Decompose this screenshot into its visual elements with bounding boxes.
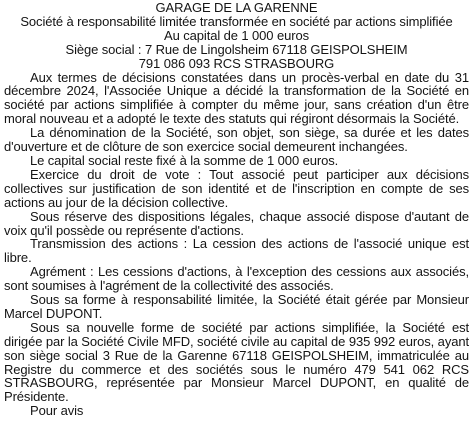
company-name: GARAGE DE LA GARENNE: [155, 0, 318, 15]
closing-line: Pour avis: [30, 403, 84, 419]
paragraph-approval: Agrément : Les cessions d'actions, à l'exception des cessions aux associés, sont soumises à l'agrément de la collectivité des associés.: [4, 264, 469, 294]
notice-header: [4, 1, 469, 71]
paragraph-share-transfer: Transmission des actions : La cession des actions de l'associé unique est libre.: [4, 236, 469, 266]
paragraph-transformation-decision: Aux termes de décisions constatées dans un procès-verbal en date du 31 décembre 2024, l'Associée Unique a décidé la transformation de la Société en société par actions simplifiée à compter du même jour, sans création d'un être moral nouveau et a adopté le texte des statuts qui régiront désormais la Société.: [4, 69, 469, 127]
company-capital: Au capital de 1 000 euros: [164, 27, 309, 43]
paragraph-votes-per-share: Sous réserve des dispositions légales, chaque associé dispose d'autant de voix qu'il possède ou représente d'actions.: [4, 208, 469, 238]
paragraph-share-capital: Le capital social reste fixé à la somme de 1 000 euros.: [30, 152, 339, 168]
paragraph-former-management: Sous sa forme à responsabilité limitée, la Société était gérée par Monsieur Marcel DUPONT.: [4, 292, 469, 321]
company-form: Société à responsabilité limitée transformée en société par actions simplifiée: [20, 13, 453, 29]
notice-body: [4, 71, 469, 419]
registration-number: 791 086 093 RCS STRASBOURG: [138, 55, 335, 71]
paragraph-voting-rights: Exercice du droit de vote : Tout associé peut participer aux décisions collectives sur justification de son identité et de l'inscription en compte de ses actions au jour de la décision collective.: [4, 166, 469, 210]
paragraph-unchanged-details: La dénomination de la Société, son objet, son siège, sa durée et les dates d'ouverture et de clôture de son exercice social demeurent inchangées.: [4, 125, 469, 155]
registered-office: Siège social : 7 Rue de Lingolsheim 67118 GEISPOLSHEIM: [65, 41, 408, 57]
paragraph-new-management: Sous sa nouvelle forme de société par actions simplifiée, la Société est dirigée par la Société Civile MFD, société civile au capital de 935 992 euros, ayant son siège social 3 Rue de la Garenne 67118 GEISPOLSHEIM, immatriculée au Registre du commerce et des sociétés sous le numéro 479 541 062 RCS STRASBOURG, représentée par Monsieur Marcel DUPONT, en qualité de Présidente.: [4, 319, 469, 405]
